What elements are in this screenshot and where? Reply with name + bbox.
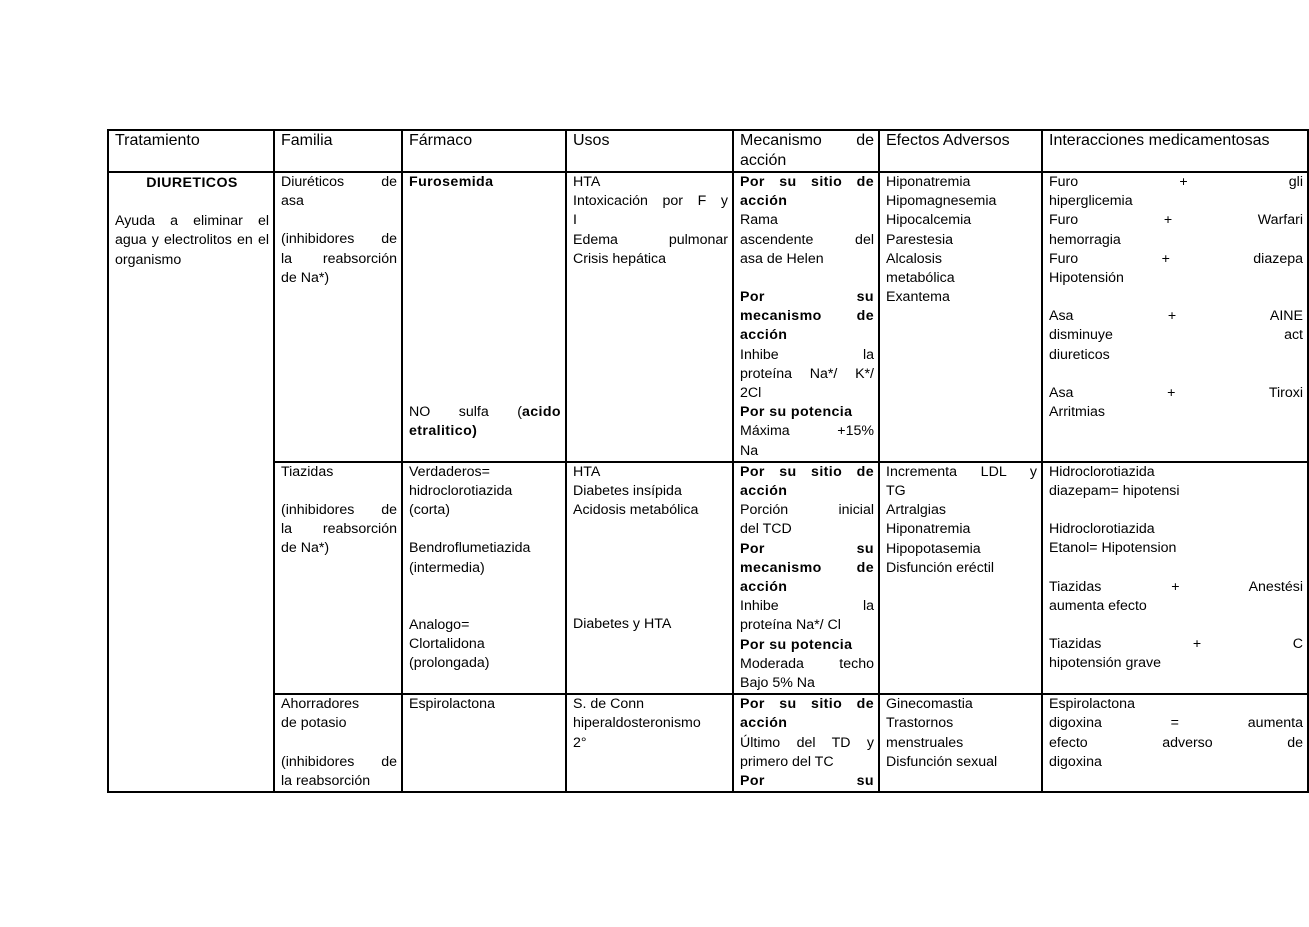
cell-line: Intoxicación por F y <box>573 193 728 210</box>
cell-line: Tiazidas <box>281 463 334 480</box>
cell-line: Etanol= Hipotension <box>1049 540 1177 557</box>
cell-line: Hipocalcemia <box>886 212 972 229</box>
cell-line: Hidroclorotiazida <box>1049 463 1155 480</box>
familia-cell <box>274 172 402 462</box>
cell-line: efecto adverso de <box>1049 734 1303 751</box>
cell-line: menstruales <box>886 734 964 751</box>
cell-line: hipotensión grave <box>1049 655 1162 672</box>
cell-line: la reabsorción <box>281 250 397 267</box>
farmaco-cell <box>402 462 566 694</box>
header-mecanismo: Mecanismo de acción <box>733 130 879 172</box>
cell-line <box>281 734 397 753</box>
cell-line: Alcalosis <box>886 250 942 267</box>
cell-line <box>1049 559 1303 578</box>
cell-line: Diabetes y HTA <box>573 616 672 633</box>
familia-cell <box>274 462 402 694</box>
farmaco-etralitico: etralitico) <box>409 423 478 440</box>
cell-line <box>1049 365 1303 384</box>
cell-line: Espirolactona <box>409 696 495 713</box>
header-row <box>108 130 1308 172</box>
mecanismo-line: proteína Na*/ K*/ <box>740 365 874 382</box>
table-row <box>108 462 1308 694</box>
cell-line: Diabetes insípida <box>573 483 682 500</box>
cell-line: metabólica <box>886 270 955 287</box>
farmaco-no-sulfa: NO sulfa (acido <box>409 404 561 420</box>
mecanismo-line: acción <box>740 579 788 596</box>
cell-line: Ahorradores <box>281 696 360 713</box>
mecanismo-line: Por su sitio de <box>740 463 874 480</box>
efectos-cell <box>879 694 1042 792</box>
cell-line: Furo + Warfari <box>1049 212 1303 229</box>
mecanismo-line: Por su potencia <box>740 636 853 653</box>
cell-line: digoxina = aumenta <box>1049 715 1303 732</box>
cell-line: Parestesia <box>886 231 954 248</box>
cell-line <box>1049 288 1303 307</box>
mecanismo-line: 2Cl <box>740 385 762 402</box>
cell-line: TG <box>886 483 906 500</box>
interacciones-cell <box>1042 462 1308 694</box>
mecanismo-line: Bajo 5% Na <box>740 675 815 692</box>
cell-line: de Na*) <box>281 540 330 557</box>
cell-line: (corta) <box>409 502 450 519</box>
cell-line <box>573 577 728 596</box>
mecanismo-cell <box>733 462 879 694</box>
header-efectos: Efectos Adversos <box>879 130 1042 172</box>
cell-line: la reabsorción <box>281 521 397 538</box>
cell-line <box>1049 616 1303 635</box>
mecanismo-line: Por su sitio de <box>740 174 874 190</box>
cell-line: hiperaldosteronismo <box>573 715 701 732</box>
cell-line <box>573 558 728 577</box>
cell-line: hiperglicemia <box>1049 193 1133 210</box>
cell-line <box>409 597 561 616</box>
cell-line: digoxina <box>1049 753 1102 770</box>
cell-line: disminuye act <box>1049 327 1303 344</box>
header-tratamiento: Tratamiento <box>108 130 274 172</box>
cell-line: Acidosis metabólica <box>573 502 699 519</box>
cell-line: Artralgias <box>886 502 946 519</box>
efectos-cell <box>879 172 1042 462</box>
efectos-cell <box>879 462 1042 694</box>
mecanismo-line: Por su <box>740 773 874 790</box>
diureticos-title: DIURETICOS <box>146 175 238 191</box>
cell-line: Hiponatremia <box>886 521 971 538</box>
farmaco-cell <box>402 694 566 792</box>
diuretics-table <box>107 129 1309 793</box>
usos-cell <box>566 172 733 462</box>
header-farmaco: Fármaco <box>402 130 566 172</box>
mecanismo-line: acción <box>740 715 788 732</box>
cell-line <box>573 539 728 558</box>
mecanismo-cell <box>733 694 879 792</box>
cell-line: I <box>573 212 577 229</box>
mecanismo-line: proteína Na*/ Cl <box>740 617 841 634</box>
cell-line: Arritmias <box>1049 404 1105 421</box>
cell-line: hidroclorotiazida <box>409 483 513 500</box>
cell-line <box>409 578 561 597</box>
usos-cell <box>566 462 733 694</box>
cell-line: Hipomagnesemia <box>886 193 997 210</box>
mecanismo-line: Por su sitio de <box>740 696 874 713</box>
cell-line: asa <box>281 193 304 210</box>
cell-line: Disfunción sexual <box>886 753 998 770</box>
cell-line: Edema pulmonar <box>573 231 728 248</box>
cell-line: Asa + AINE <box>1049 308 1303 325</box>
cell-line <box>409 520 561 539</box>
cell-line: Asa + Tiroxi <box>1049 384 1303 401</box>
cell-line: Hipotensión <box>1049 270 1124 287</box>
mecanismo-line: mecanismo de <box>740 308 874 325</box>
cell-line: (intermedia) <box>409 559 485 576</box>
mecanismo-line: del TCD <box>740 521 792 538</box>
diureticos-description: Ayuda a eliminar el agua y electrolitos en el organismo <box>115 213 269 268</box>
interacciones-cell <box>1042 172 1308 462</box>
mecanismo-line: Na <box>740 442 759 459</box>
cell-line: Ginecomastia <box>886 696 973 713</box>
mecanismo-line: Moderada techo <box>740 655 874 672</box>
mecanismo-line: Por su <box>740 289 874 306</box>
cell-line <box>573 520 728 539</box>
cell-line: 2° <box>573 734 587 751</box>
mecanismo-line: acción <box>740 193 788 210</box>
pharmacology-table-page <box>107 129 1303 790</box>
farmaco-cell <box>402 172 566 462</box>
cell-line <box>281 211 397 230</box>
mecanismo-line: mecanismo de <box>740 559 874 576</box>
cell-line: Tiazidas + Anestési <box>1049 578 1303 595</box>
cell-line: de potasio <box>281 715 347 732</box>
mecanismo-line: Último del TD y <box>740 734 874 751</box>
farmaco-furosemida: Furosemida <box>409 174 494 190</box>
cell-line <box>281 482 397 501</box>
cell-line <box>1049 501 1303 520</box>
cell-line: Verdaderos= <box>409 463 490 480</box>
cell-line: aumenta efecto <box>1049 597 1147 614</box>
mecanismo-line: Máxima +15% <box>740 423 874 440</box>
familia-cell <box>274 694 402 792</box>
cell-line: (prolongada) <box>409 655 490 672</box>
header-usos: Usos <box>566 130 733 172</box>
mecanismo-line: Porción inicial <box>740 502 874 519</box>
spacer <box>740 269 874 288</box>
cell-line: Analogo= <box>409 616 470 633</box>
cell-line: (inhibidores de <box>281 231 397 248</box>
cell-line: HTA <box>573 174 601 190</box>
cell-line: Bendroflumetiazida <box>409 540 531 557</box>
header-interacciones: Interacciones medicamentosas <box>1042 130 1308 172</box>
cell-line: la reabsorción <box>281 772 371 789</box>
usos-cell <box>566 694 733 792</box>
mecanismo-cell <box>733 172 879 462</box>
mecanismo-line: ascendente del <box>740 231 874 248</box>
cell-line: Crisis hepática <box>573 250 667 267</box>
cell-line: Disfunción eréctil <box>886 559 995 576</box>
cell-line: (inhibidores de <box>281 502 397 519</box>
tratamiento-cell <box>108 172 274 792</box>
table-row <box>108 694 1308 792</box>
mecanismo-line: asa de Helen <box>740 250 824 267</box>
cell-line: de Na*) <box>281 269 330 286</box>
header-familia: Familia <box>274 130 402 172</box>
cell-line: hemorragia <box>1049 231 1121 248</box>
cell-line: Trastornos <box>886 715 954 732</box>
cell-line: Clortalidona <box>409 636 485 653</box>
cell-line: Diuréticos de <box>281 174 397 190</box>
mecanismo-line: primero del TC <box>740 753 834 770</box>
cell-line: Hipopotasemia <box>886 540 981 557</box>
mecanismo-line: Inhibe la <box>740 598 874 615</box>
mecanismo-line: Por su <box>740 540 874 557</box>
table-row <box>108 172 1308 462</box>
cell-line: Furo + diazepa <box>1049 250 1303 267</box>
cell-line: HTA <box>573 463 601 480</box>
mecanismo-line: Rama <box>740 212 778 229</box>
cell-line: Incrementa LDL y <box>886 463 1037 480</box>
cell-line: Furo + gli <box>1049 174 1303 190</box>
cell-line: diazepam= hipotensi <box>1049 483 1180 500</box>
cell-line: Hiponatremia <box>886 174 971 190</box>
mecanismo-line: acción <box>740 327 788 344</box>
cell-line: Exantema <box>886 289 950 306</box>
cell-line: diureticos <box>1049 346 1110 363</box>
mecanismo-line: acción <box>740 483 788 500</box>
mecanismo-line: Por su potencia <box>740 404 853 421</box>
mecanismo-line: Inhibe la <box>740 346 874 363</box>
cell-line: Hidroclorotiazida <box>1049 521 1155 538</box>
cell-line: S. de Conn <box>573 696 644 713</box>
interacciones-cell <box>1042 694 1308 792</box>
cell-line: Espirolactona <box>1049 696 1135 713</box>
cell-line: (inhibidores de <box>281 753 397 770</box>
cell-line <box>573 596 728 615</box>
cell-line: Tiazidas + C <box>1049 636 1303 653</box>
